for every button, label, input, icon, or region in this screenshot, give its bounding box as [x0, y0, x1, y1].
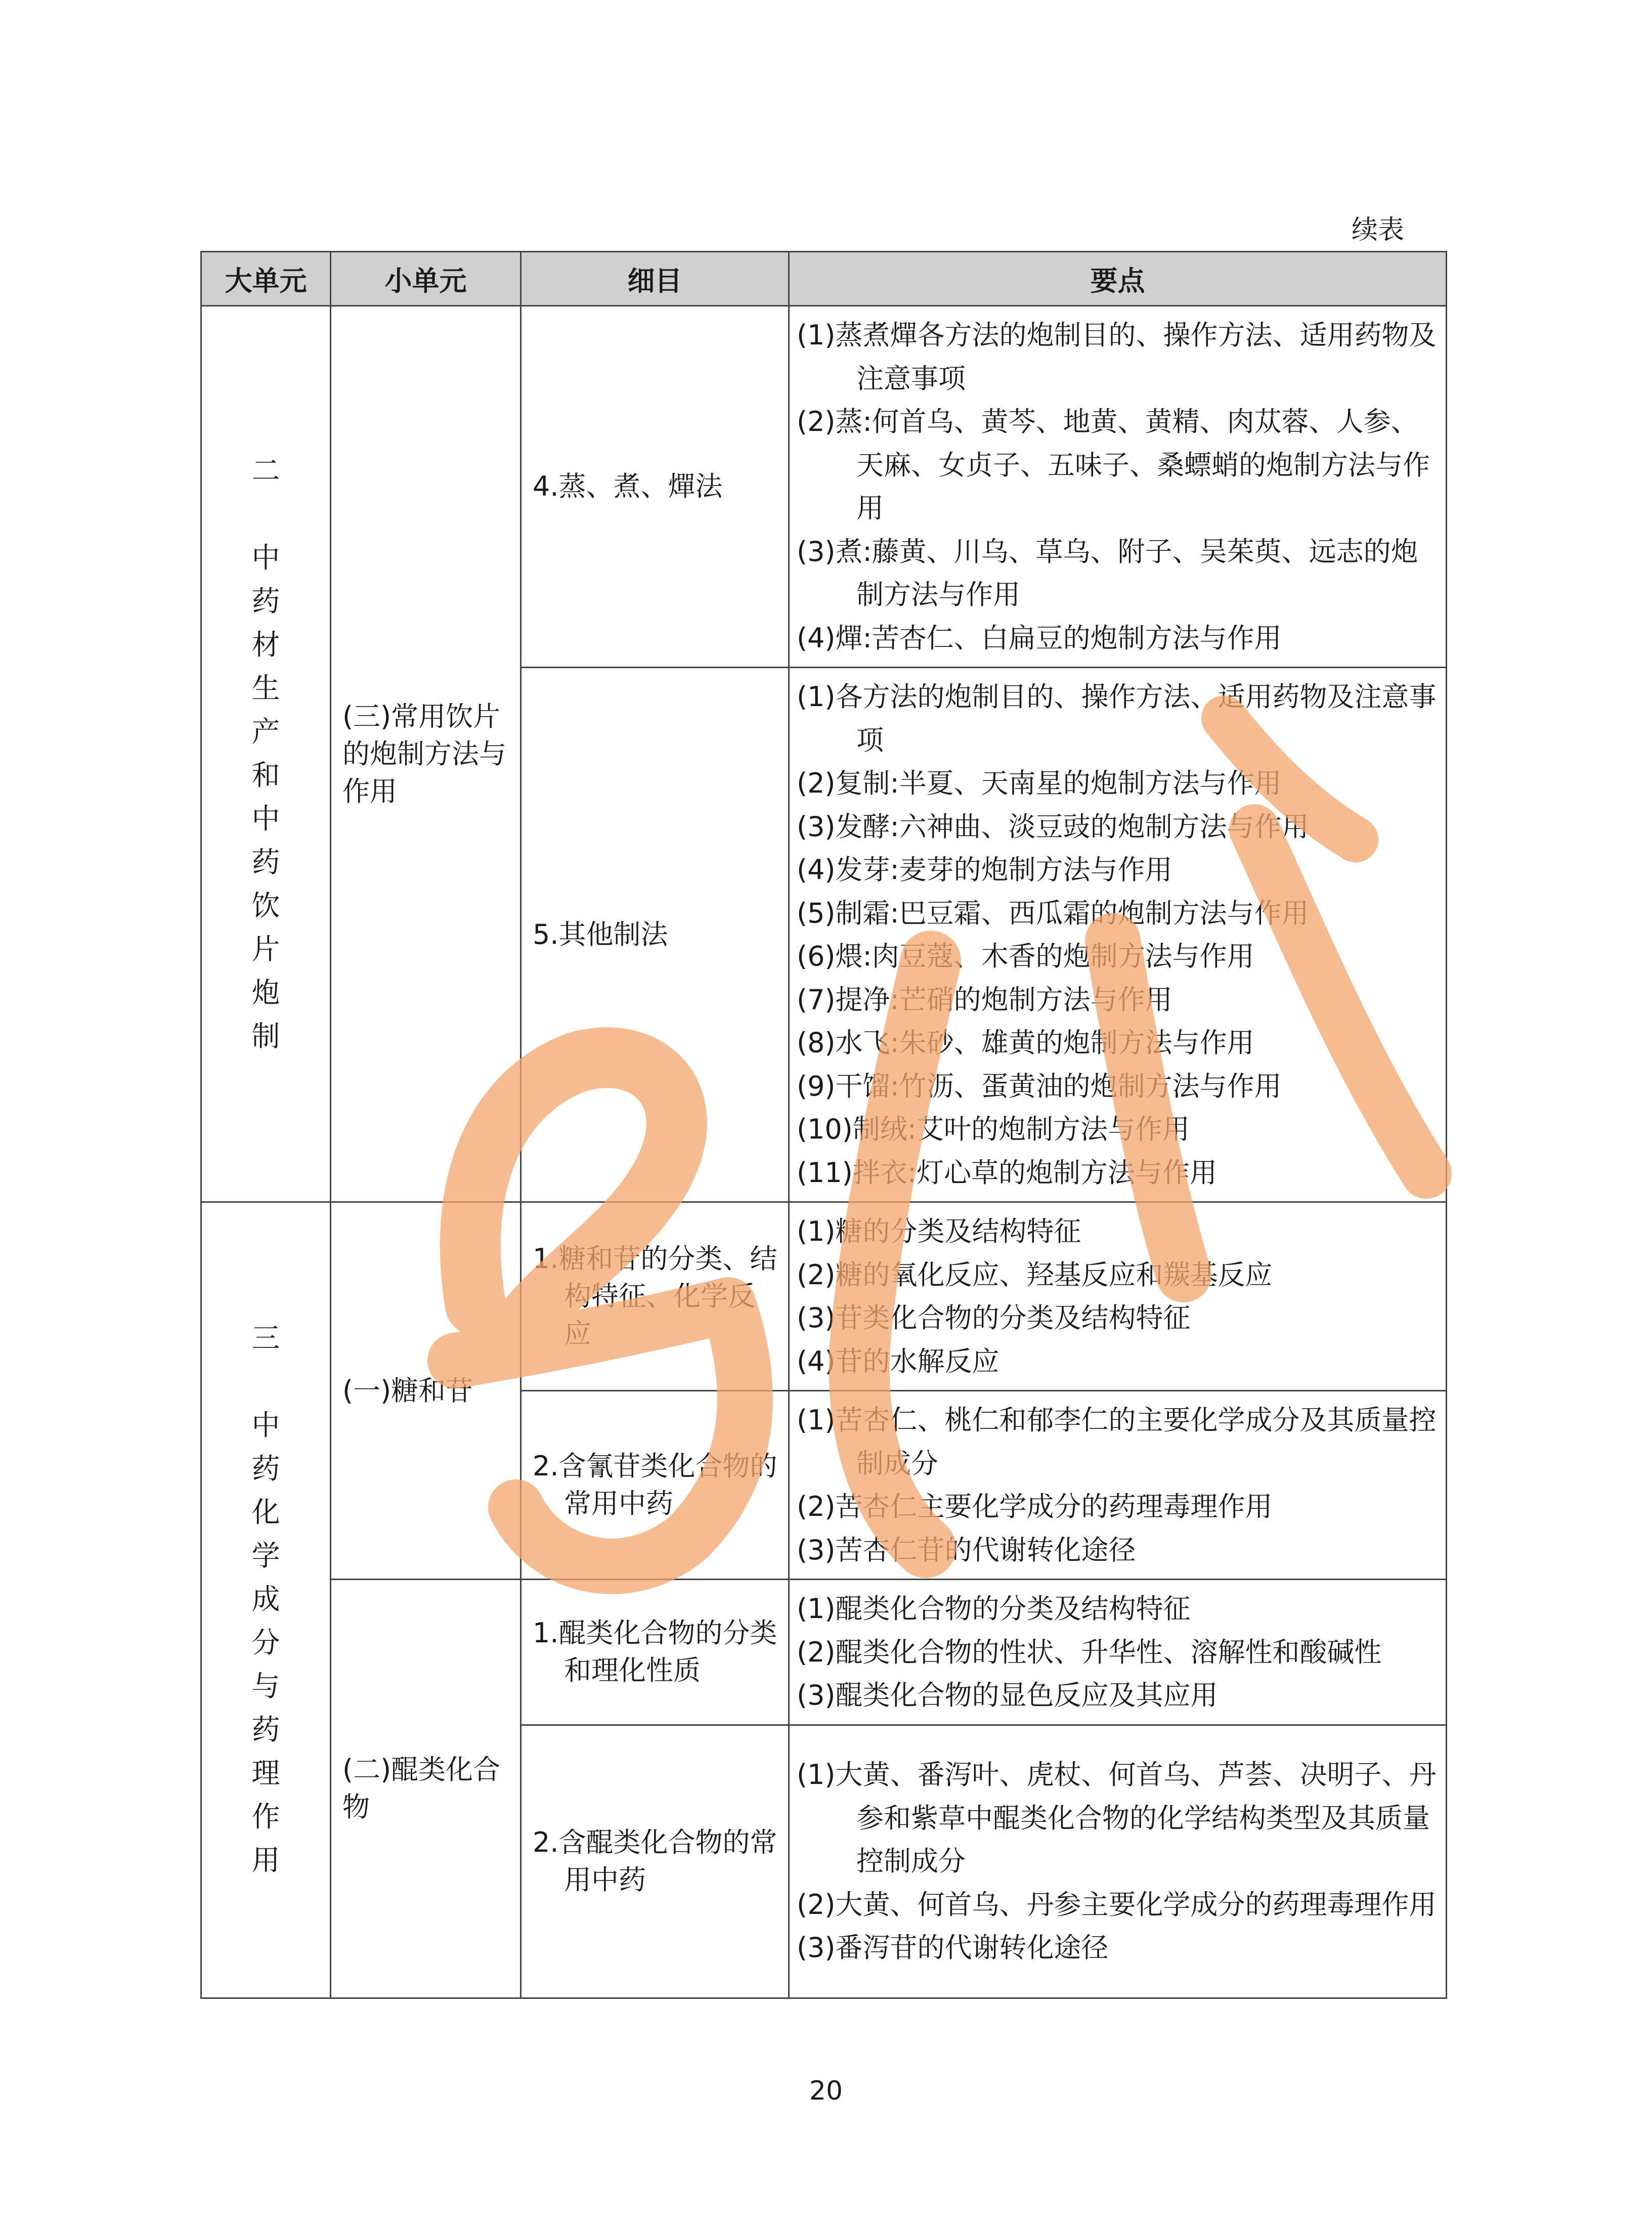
key-point: (1)苦杏仁、桃仁和郁李仁的主要化学成分及其质量控制成分 [797, 1404, 1437, 1479]
small-unit-label: (二)醌类化合物 [342, 1754, 501, 1823]
key-point: (1)大黄、番泻叶、虎杖、何首乌、芦荟、决明子、丹参和紫草中醌类化合物的化学结构类型及其质量控制成分 [797, 1759, 1437, 1878]
header-big-unit: 大单元 [201, 252, 331, 306]
key-point: (3)番泻苷的代谢转化途径 [797, 1932, 1109, 1964]
key-point: (3)发酵:六神曲、淡豆豉的炮制方法与作用 [797, 810, 1309, 843]
small-unit-cell [331, 1580, 521, 1998]
key-point: (2)蒸:何首乌、黄芩、地黄、黄精、肉苁蓉、人参、天麻、女贞子、五味子、桑螵蛸的炮制方法与作用 [797, 406, 1430, 524]
key-point: (4)苷的水解反应 [797, 1345, 999, 1377]
syllabus-table [200, 251, 1447, 1999]
detail-cell [521, 1391, 789, 1580]
detail-cell [521, 1202, 789, 1391]
key-point: (9)干馏:竹沥、蛋黄油的炮制方法与作用 [797, 1070, 1282, 1102]
table-header-row [201, 252, 1447, 306]
key-points-cell [789, 1580, 1447, 1725]
key-points-cell [789, 1391, 1447, 1580]
key-point: (5)制霜:巴豆霜、西瓜霜的炮制方法与作用 [797, 897, 1309, 929]
key-point: (10)制绒:艾叶的炮制方法与作用 [797, 1113, 1190, 1145]
detail-cell [521, 306, 789, 668]
key-point: (3)煮:藤黄、川乌、草乌、附子、吴茱萸、远志的炮制方法与作用 [797, 535, 1418, 610]
key-point: (3)苷类化合物的分类及结构特征 [797, 1302, 1191, 1334]
key-point: (4)燀:苦杏仁、白扁豆的炮制方法与作用 [797, 622, 1282, 654]
key-point: (3)醌类化合物的显色反应及其应用 [797, 1679, 1218, 1711]
key-point: (1)各方法的炮制目的、操作方法、适用药物及注意事项 [797, 681, 1437, 756]
detail-label: 1.糖和苷的分类、结构特征、化学反应 [533, 1243, 777, 1349]
key-point: (1)醌类化合物的分类及结构特征 [797, 1593, 1191, 1625]
key-points-cell [789, 668, 1447, 1202]
detail-cell [521, 1580, 789, 1725]
key-point: (7)提净:芒硝的炮制方法与作用 [797, 983, 1172, 1016]
small-unit-cell [331, 1202, 521, 1580]
big-unit-cell [201, 306, 331, 1202]
key-point: (11)拌衣:灯心草的炮制方法与作用 [797, 1156, 1218, 1189]
big-unit-label: 二 中药材生产和中药饮片炮制 [251, 454, 280, 1053]
key-point: (2)醌类化合物的性状、升华性、溶解性和酸碱性 [797, 1636, 1382, 1668]
detail-cell [521, 1725, 789, 1998]
key-point: (4)发芽:麦芽的炮制方法与作用 [797, 854, 1172, 886]
header-small-unit: 小单元 [331, 252, 521, 306]
small-unit-label: (三)常用饮片的炮制方法与作用 [342, 700, 506, 807]
key-point: (8)水飞:朱砂、雄黄的炮制方法与作用 [797, 1027, 1254, 1059]
key-point: (2)糖的氧化反应、羟基反应和羰基反应 [797, 1258, 1273, 1291]
small-unit-label: (一)糖和苷 [342, 1374, 473, 1407]
key-point: (1)糖的分类及结构特征 [797, 1215, 1081, 1247]
key-point: (3)苦杏仁苷的代谢转化途径 [797, 1534, 1136, 1566]
small-unit-cell [331, 306, 521, 1202]
key-point: (1)蒸煮燀各方法的炮制目的、操作方法、适用药物及注意事项 [797, 319, 1437, 395]
key-points-cell [789, 1202, 1447, 1391]
detail-label: 4.蒸、煮、燀法 [533, 470, 723, 502]
big-unit-cell [201, 1202, 331, 1998]
detail-label: 1.醌类化合物的分类和理化性质 [533, 1617, 777, 1687]
header-key-points: 要点 [789, 252, 1447, 306]
continued-label: 续表 [1351, 215, 1404, 245]
key-points-cell [789, 1725, 1447, 1998]
key-point: (6)煨:肉豆蔻、木香的炮制方法与作用 [797, 940, 1254, 972]
key-points-cell [789, 306, 1447, 668]
table-row [201, 306, 1447, 668]
key-point: (2)苦杏仁主要化学成分的药理毒理作用 [797, 1491, 1273, 1522]
table-row [201, 1580, 1447, 1725]
detail-label: 2.含醌类化合物的常用中药 [533, 1826, 777, 1896]
table-row [201, 1202, 1447, 1391]
detail-label: 5.其他制法 [533, 919, 668, 950]
key-point: (2)大黄、何首乌、丹参主要化学成分的药理毒理作用 [797, 1888, 1437, 1921]
detail-label: 2.含氰苷类化合物的常用中药 [533, 1450, 777, 1519]
page-number: 20 [809, 2076, 843, 2106]
big-unit-label: 三 中药化学成分与药理作用 [251, 1322, 280, 1878]
detail-cell [521, 668, 789, 1202]
key-point: (2)复制:半夏、天南星的炮制方法与作用 [797, 767, 1282, 799]
header-detail: 细目 [521, 252, 789, 306]
